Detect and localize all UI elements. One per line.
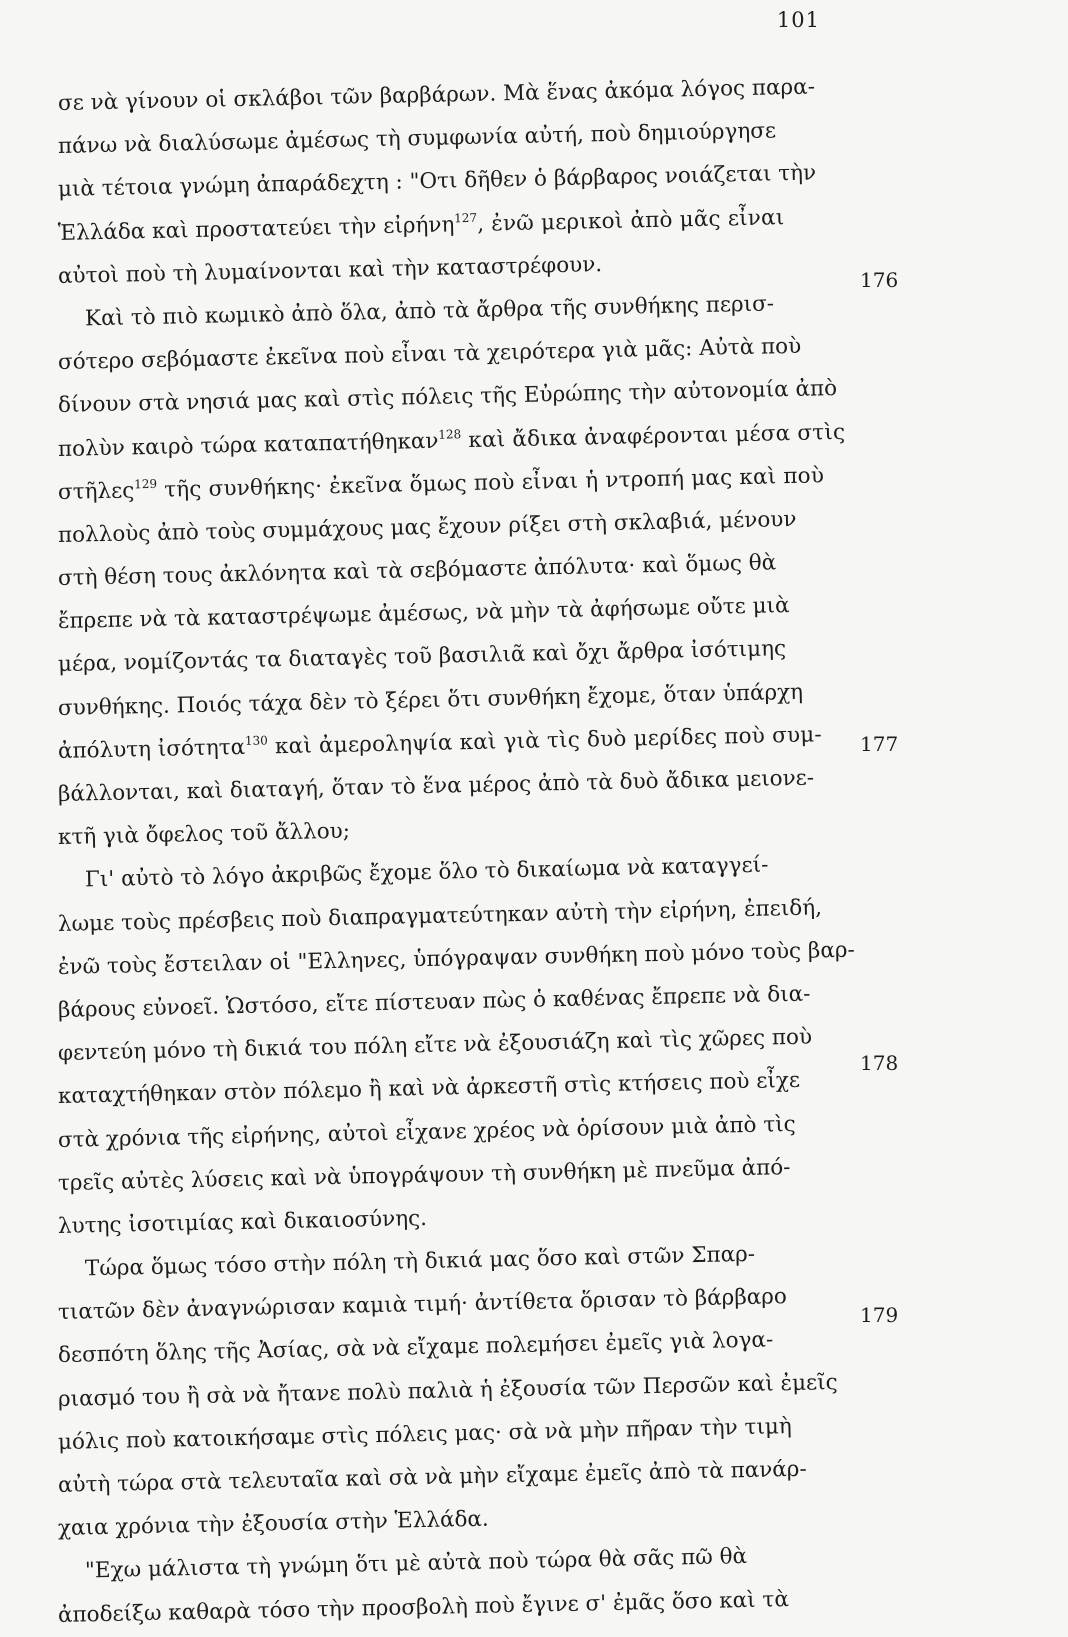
text-line: σότερο σεβόμαστε ἐκεῖνα ποὺ εἶναι τὰ χειρότερα γιὰ μᾶς: Αὐτὰ ποὺ [57, 333, 802, 376]
text-line: Ἑλλάδα καὶ προστατεύει τὴν εἰρήνη$^{127}$, ἐνῶ μερικοὶ ἀπὸ μᾶς εἶναι [57, 204, 785, 246]
footnote-ref: 130 [244, 733, 269, 748]
text-line: μόλις ποὺ κατοικήσαμε στὶς πόλεις μας· σὰ νὰ μὴν πῆραν τὴν τιμὴ [57, 1413, 792, 1455]
text-line: στὰ χρόνια τῆς εἰρήνης, αὐτοὶ εἶχανε χρέος νὰ ὁρίσουν μιὰ ἀπὸ τὶς [57, 1111, 796, 1153]
text-line: καταχτήθηκαν στὸν πόλεμο ἢ καὶ νὰ ἀρκεστῆ στὶς κτήσεις ποὺ εἶχε [57, 1068, 801, 1110]
text-line: στῆλες$^{129}$ τῆς συνθήκης· ἐκεῖνα ὅμως ποὺ εἶναι ἡ ντροπή μας καὶ ποὺ [57, 462, 825, 505]
text-line: ἔπρεπε νὰ τὰ καταστρέψωμε ἀμέσως, νὰ μὴν τὰ ἀφήσωμε οὔτε μιὰ [57, 593, 790, 635]
footnote-ref: 129 [133, 476, 158, 492]
text-line: τιατῶν δὲν ἀναγνώρισαν καμιὰ τιμή· ἀντίθετα ὅρισαν τὸ βάρβαρο [57, 1284, 788, 1326]
text-line: λυτης ἰσοτιμίας καὶ δικαιοσύνης. [57, 1205, 428, 1239]
text-line: μέρα, νομίζοντάς τα διαταγὲς τοῦ βασιλιᾶ καὶ ὄχι ἄρθρα ἰσότιμης [57, 636, 787, 678]
text-line: Γι' αὐτὸ τὸ λόγο ἀκριβῶς ἔχομε ὅλο τὸ δικαίωμα νὰ καταγγεί- [84, 852, 769, 893]
text-line: αὐτοὶ ποὺ τὴ λυμαίνονται καὶ τὴν καταστρέφουν. [57, 251, 603, 289]
text-line: βάλλονται, καὶ διαταγή, ὅταν τὸ ἕνα μέρος ἀπὸ τὰ δυὸ ἄδικα μειονε- [57, 765, 815, 807]
text-line: βάρους εὐνοεῖ. Ὡστόσο, εἴτε πίστευαν πὼς ὁ καθένας ἔπρεπε νὰ δια- [57, 981, 811, 1023]
footnote-ref: 128 [438, 426, 462, 442]
text-line: φεντεύη μόνο τὴ δικιά του πόλη εἴτε νὰ ἐξουσιάζη καὶ τὶς χῶρες ποὺ [57, 1024, 813, 1067]
text-line: ἀποδείξω καθαρὰ τόσο τὴν προσβολὴ ποὺ ἔγινε σ' ἐμᾶς ὅσο καὶ τὰ [57, 1586, 790, 1628]
text-line: συνθήκης. Ποιός τάχα δὲν τὸ ξέρει ὅτι συνθήκη ἔχομε, ὅταν ὑπάρχη [57, 679, 804, 721]
footnote-ref: 127 [454, 210, 478, 225]
page-number: 101 [776, 8, 820, 32]
section-number: 177 [860, 732, 899, 756]
section-number: 178 [860, 1051, 899, 1075]
text-line: πολὺν καιρὸ τώρα καταπατήθηκαν$^{128}$ καὶ ἄδικα ἀναφέρονται μέσα στὶς [57, 419, 846, 462]
text-line: ἐνῶ τοὺς ἔστειλαν οἱ "Ελληνες, ὑπόγραψαν συνθήκη ποὺ μόνο τοὺς βαρ- [57, 937, 856, 980]
body-text [57, 74, 868, 1637]
text-line: Τώρα ὅμως τόσο στὴν πόλη τὴ δικιά μας ὅσο καὶ στῶν Σπαρ- [84, 1241, 756, 1282]
text-line: "Εχω μάλιστα τὴ γνώμη ὅτι μὲ αὐτὰ ποὺ τώρα θὰ σᾶς πῶ θὰ [84, 1544, 748, 1584]
text-line: ἀπόλυτη ἰσότητα$^{130}$ καὶ ἀμεροληψία καὶ γιὰ τὶς δυὸ μερίδες ποὺ συμ- [57, 722, 823, 764]
text-line: σε νὰ γίνουν οἱ σκλάβοι τῶν βαρβάρων. Μὰ ἕνας ἀκόμα λόγος παρα- [57, 74, 816, 116]
section-number: 179 [860, 1303, 899, 1327]
text-line: λωμε τοὺς πρέσβεις ποὺ διαπραγματεύτηκαν αὐτὴ τὴν εἰρήνη, ἐπειδή, [57, 894, 823, 937]
text-line: μιὰ τέτοια γνώμη ἀπαράδεχτη : "Οτι δῆθεν ὁ βάρβαρος νοιάζεται τὴν [57, 160, 817, 203]
text-line: κτῆ γιὰ ὄφελος τοῦ ἄλλου; [57, 818, 351, 851]
text-line: πολλοὺς ἀπὸ τοὺς συμμάχους μας ἔχουν ρίξει στὴ σκλαβιά, μένουν [57, 506, 797, 548]
text-line: χαια χρόνια τὴν ἐξουσία στὴν Ἑλλάδα. [57, 1506, 490, 1542]
section-number: 176 [860, 268, 899, 292]
text-line: ριασμό του ἢ σὰ νὰ ἤτανε πολὺ παλιὰ ἡ ἐξουσία τῶν Περσῶν καὶ ἐμεῖς [57, 1369, 838, 1412]
text-line: στὴ θέση τους ἀκλόνητα καὶ τὰ σεβόμαστε ἀπόλυτα· καὶ ὅμως θὰ [57, 550, 777, 592]
text-line: δίνουν στὰ νησιά μας καὶ στὶς πόλεις τῆς Εὐρώπης τὴν αὐτονομία ἀπὸ [57, 376, 838, 419]
text-line: αὐτὴ τώρα στὰ τελευταῖα καὶ σὰ νὰ μὴν εἴχαμε ἐμεῖς ἀπὸ τὰ πανάρ- [57, 1456, 807, 1498]
text-line: τρεῖς αὐτὲς λύσεις καὶ νὰ ὑπογράψουν τὴ συνθήκη μὲ πνεῦμα ἀπό- [57, 1154, 791, 1196]
text-line: Καὶ τὸ πιὸ κωμικὸ ἀπὸ ὅλα, ἀπὸ τὰ ἄρθρα τῆς συνθήκης περισ- [84, 291, 775, 332]
text-line: πάνω νὰ διαλύσωμε ἀμέσως τὴ συμφωνία αὐτή, ποὺ δημιούργησε [57, 118, 777, 160]
text-line: δεσπότη ὅλης τῆς Ἀσίας, σὰ νὰ εἴχαμε πολεμήσει ἐμεῖς γιὰ λογα- [57, 1327, 774, 1369]
